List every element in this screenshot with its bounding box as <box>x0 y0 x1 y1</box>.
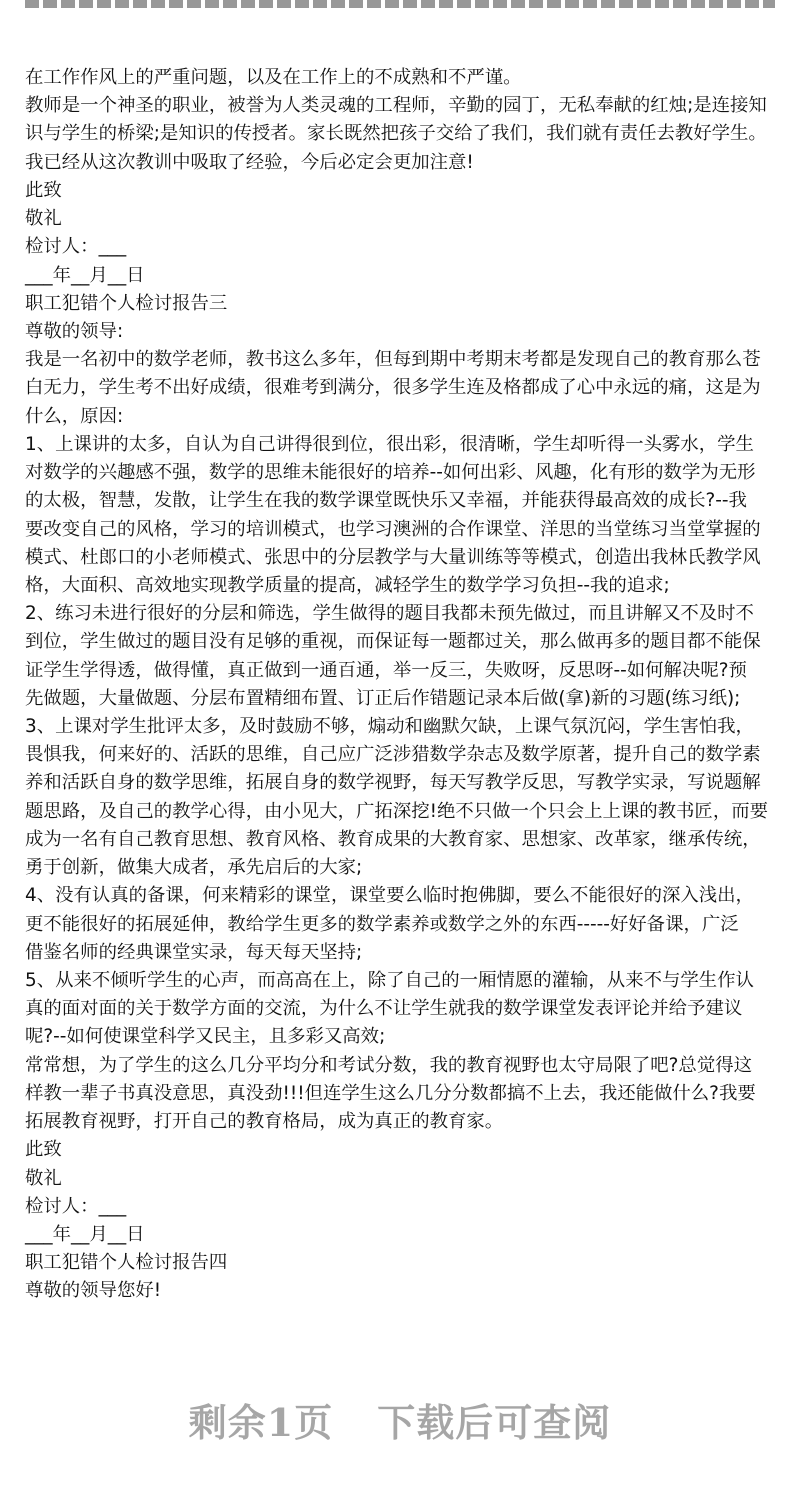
text-line: 样教一辈子书真没意思，真没劲!!!但连学生这么几分分数都搞不上去，我还能做什么?我要 <box>25 1082 756 1104</box>
text-line: 对数学的兴趣感不强，数学的思维未能很好的培养--如何出彩、风趣，化有形的数学为无形 <box>25 462 756 484</box>
text-line: ___年__月__日 <box>25 1223 145 1245</box>
text-line: 5、从来不倾听学生的心声，而高高在上，除了自己的一厢情愿的灌输，从来不与学生作认 <box>25 970 754 991</box>
text-line: 2、练习未进行很好的分层和筛选，学生做得的题目我都未预先做过，而且讲解又不及时不 <box>25 603 754 625</box>
text-line: 先做题，大量做题、分层布置精细布置、订正后作错题记录本后做(拿)新的习题(练习纸); <box>25 687 741 709</box>
text-line: 此致 <box>25 1139 62 1161</box>
text-line: 到位，学生做过的题目没有足够的重视，而保证每一题都过关，那么做再多的题目都不能保 <box>25 631 761 653</box>
text-line: 的太极，智慧，发散，让学生在我的数学课堂既快乐又幸福，并能获得最高效的成长?--我 <box>25 490 747 512</box>
text-line: 1、上课讲的太多，自认为自己讲得很到位，很出彩，很清晰，学生却听得一头雾水，学生 <box>25 433 754 455</box>
text-line: 证学生学得透，做得懂，真正做到一通百通，举一反三，失败呀，反思呀--如何解决呢?预 <box>25 659 747 681</box>
text-line: 敬礼 <box>25 208 62 230</box>
text-line: 职工犯错个人检讨报告三 <box>25 292 228 314</box>
document-body <box>25 64 785 1306</box>
text-line: 识与学生的桥梁;是知识的传授者。家长既然把孩子交给了我们，我们就有责任去教好学生。 <box>25 123 767 145</box>
text-line: 更不能很好的拓展延伸，教给学生更多的数学素养或数学之外的东西-----好好备课，广泛 <box>25 913 739 935</box>
text-line: 白无力，学生考不出好成绩，很难考到满分，很多学生连及格都成了心中永远的痛，这是为 <box>25 377 761 399</box>
text-line: 呢?--如何使课堂科学又民主，且多彩又高效; <box>25 1026 386 1048</box>
text-line: 检讨人：___ <box>25 1195 127 1217</box>
text-line: 成为一名有自己教育思想、教育风格、教育成果的大教育家、思想家、改革家，继承传统， <box>25 828 761 850</box>
text-line: 此致 <box>25 179 62 201</box>
text-line: 真的面对面的关于数学方面的交流，为什么不让学生就我的数学课堂发表评论并给予建议 <box>25 998 743 1020</box>
text-line: 敬礼 <box>25 1167 62 1189</box>
text-line: 在工作作风上的严重问题，以及在工作上的不成熟和不严谨。 <box>25 67 522 88</box>
text-line: 我已经从这次教训中吸取了经验，今后必定会更加注意! <box>25 151 474 173</box>
text-line: 我是一名初中的数学老师，教书这么多年，但每到期中考期末考都是发现自己的教育那么苍 <box>25 349 761 371</box>
text-line: 尊敬的领导您好! <box>25 1280 162 1302</box>
download-prompt[interactable] <box>0 1392 800 1447</box>
text-line: 养和活跃自身的数学思维，拓展自身的数学视野，每天写教学反思，写教学实录，写说题解 <box>25 772 761 794</box>
text-line: 要改变自己的风格，学习的培训模式，也学习澳洲的合作课堂、洋思的当堂练习当堂掌握的 <box>25 518 761 540</box>
text-line: 拓展教育视野，打开自己的教育格局，成为真正的教育家。 <box>25 1111 504 1133</box>
text-line: 职工犯错个人检讨报告四 <box>25 1252 228 1274</box>
text-line: 常常想，为了学生的这么几分平均分和考试分数，我的教育视野也太守局限了吧?总觉得这 <box>25 1054 752 1076</box>
text-line: 格，大面积、高效地实现教学质量的提高，减轻学生的数学学习负担--我的追求; <box>25 574 670 596</box>
text-line: 3、上课对学生批评太多，及时鼓励不够，煽动和幽默欠缺，上课气氛沉闷，学生害怕我， <box>25 716 754 738</box>
text-line: 勇于创新，做集大成者，承先启后的大家; <box>25 857 363 879</box>
clipped-previous-line <box>25 0 775 8</box>
download-hint-label: 下载后可查阅 <box>377 1400 612 1445</box>
text-line: 什么，原因: <box>25 405 124 427</box>
text-line: ___年__月__日 <box>25 264 145 286</box>
text-line: 检讨人：___ <box>25 236 127 258</box>
text-line: 题思路，及自己的教学心得，由小见大，广拓深挖!绝不只做一个只会上上课的教书匠，而要 <box>25 800 768 822</box>
remaining-pages-label: 剩余1页 <box>188 1400 334 1445</box>
text-line: 尊敬的领导: <box>25 320 124 342</box>
text-line: 模式、杜郎口的小老师模式、张思中的分层教学与大量训练等等模式，创造出我林氏教学风 <box>25 546 761 568</box>
text-line: 4、没有认真的备课，何来精彩的课堂，课堂要么临时抱佛脚，要么不能很好的深入浅出， <box>25 885 754 907</box>
text-line: 畏惧我，何来好的、活跃的思维，自己应广泛涉猎数学杂志及数学原著，提升自己的数学素 <box>25 744 761 766</box>
text-line: 借鉴名师的经典课堂实录，每天每天坚持; <box>25 941 363 963</box>
text-line: 教师是一个神圣的职业，被誉为人类灵魂的工程师，辛勤的园丁，无私奉献的红烛;是连接知 <box>25 95 767 117</box>
